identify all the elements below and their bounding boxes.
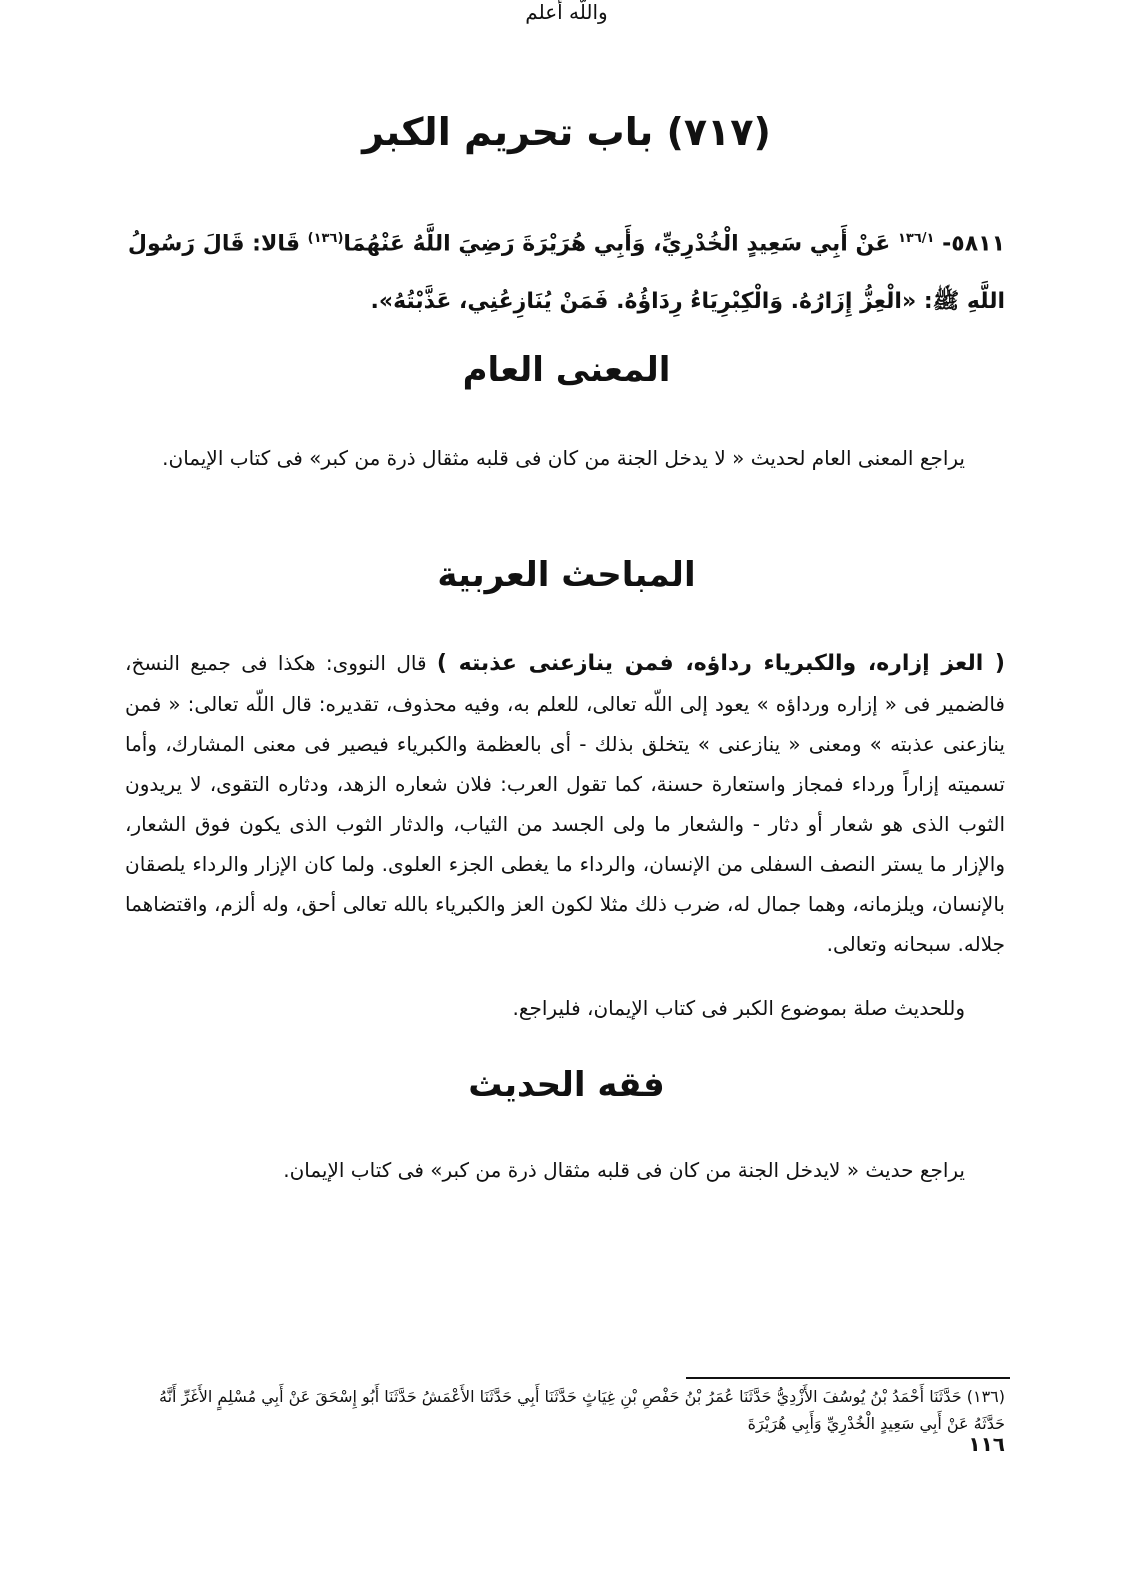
hadith-text	[125, 210, 1005, 331]
closing-phrase: واللّه أعلم	[525, 0, 608, 24]
general-meaning-text: يراجع المعنى العام لحديث « لا يدخل الجنة من كان فى قلبه مثقال ذرة من كبر» فى كتاب الإيمان.	[162, 446, 965, 470]
hadith-number: ٥٨١١-	[942, 231, 1005, 257]
arabic-topics-text: قال النووى: هكذا فى جميع النسخ، فالضمير فى « إزاره ورداؤه » يعود إلى اللّه تعالى، للعلم به، وفيه محذوف، تقديره: قال اللّه تعالى: « فمن ينازعنى عذبته » ومعنى « ينازعنى » يتخلق بذلك - أى بالعظمة والكبرياء فيصير فى معنى المشارك، وأما تسميته إزاراً ورداء فمجاز واستعارة حسنة، كما تقول العرب: فلان شعاره الزهد، ودثاره التقوى، لا يريدون الثوب الذى هو شعار أو دثار - والشعار ما ولى الجسد من الثياب، والدثار الثوب الذى يكون فوق الشعار، والإزار ما يستر النصف السفلى من الإنسان، والرداء ما يغطى الجزء العلوى. ولما كان الإزار والرداء يلصقان بالإنسان، ويلزمانه، وهما جمال له، ضرب ذلك مثلا لكون العز والكبرياء بالله تعالى أحق، وله ألزم، واقتضاهما جلاله. سبحانه وتعالى.	[125, 651, 1005, 956]
arabic-topics-heading: المباحث العربية	[437, 555, 696, 595]
footnote-divider	[686, 1377, 1010, 1379]
footnote-text: (١٣٦) حَدَّثَنَا أَحْمَدُ بْنُ يُوسُفَ الأَزْدِيُّ حَدَّثَنَا عُمَرُ بْنُ حَفْصِ بْنِ غِيَاثٍ حَدَّثَنَا أَبِي حَدَّثَنَا الأَعْمَشُ حَدَّثَنَا أَبُو إِسْحَقَ عَنْ أَبِي مُسْلِمٍ الأَغَرِّ أَنَّهُ حَدَّثَهُ عَنْ أَبِي سَعِيدٍ الْخُدْرِيِّ وَأَبِي هُرَيْرَةَ	[158, 1387, 1005, 1433]
fiqh-text: يراجع حديث « لايدخل الجنة من كان فى قلبه مثقال ذرة من كبر» فى كتاب الإيمان.	[283, 1158, 965, 1182]
hadith-narrators: عَنْ أَبِي سَعِيدٍ الْخُدْرِيِّ، وَأَبِي هُرَيْرَةَ رَضِيَ اللَّهُ عَنْهُمَا	[343, 231, 891, 257]
arabic-topics-paragraph	[125, 643, 1005, 964]
fiqh-heading: فقه الحديث	[468, 1065, 665, 1105]
arabic-topics-lead: ( العز إزاره، والكبرياء رداؤه، فمن ينازعنى عذبته )	[436, 651, 1005, 676]
hadith-body: قَالا: قَالَ رَسُولُ اللَّهِ ﷺ: «الْعِزُّ إِزَارُهُ. وَالْكِبْرِيَاءُ رِدَاؤُهُ. فَمَنْ يُنَازِعُنِي، عَذَّبْتُهُ».	[127, 231, 1005, 315]
arabic-topics-note: وللحديث صلة بموضوع الكبر فى كتاب الإيمان، فليراجع.	[512, 996, 965, 1020]
footnote-marker: (١٣٦)	[307, 231, 344, 246]
chapter-title: (٧١٧) باب تحريم الكبر	[362, 110, 771, 154]
page-number: ١١٦	[968, 1432, 1005, 1456]
hadith-reference: ١٣٦/١	[897, 231, 935, 246]
general-meaning-heading: المعنى العام	[462, 350, 671, 390]
